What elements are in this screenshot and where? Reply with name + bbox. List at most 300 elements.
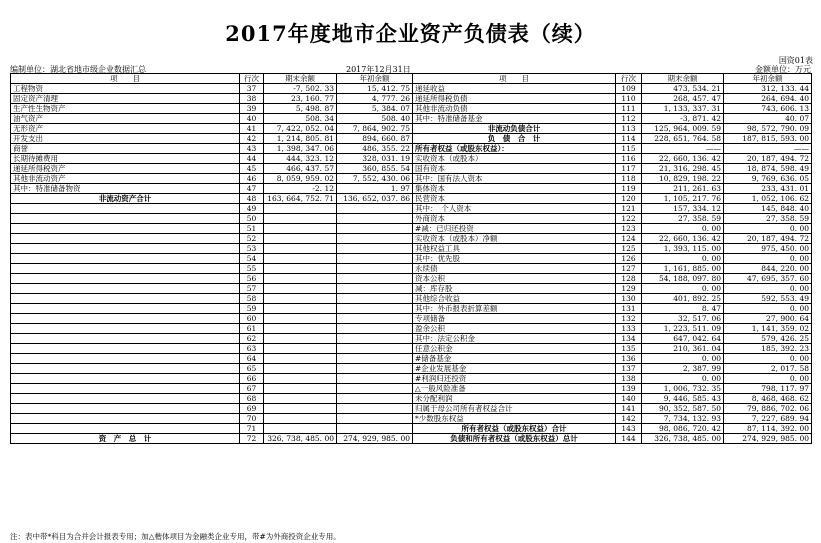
liability-equity-ending-balance: 0. 00 bbox=[642, 354, 724, 364]
liability-equity-ending-balance: 1, 133, 337. 31 bbox=[642, 104, 724, 114]
liability-equity-line-number: 132 bbox=[616, 314, 642, 324]
liability-equity-line-number: 128 bbox=[616, 274, 642, 284]
liability-equity-item-label: 所有者权益（或股东权益）： bbox=[413, 144, 616, 154]
liability-equity-beginning-balance: 27, 900. 64 bbox=[724, 314, 812, 324]
asset-line-number: 70 bbox=[240, 414, 264, 424]
liability-equity-beginning-balance: 1, 052, 106. 62 bbox=[724, 194, 812, 204]
asset-ending-balance bbox=[264, 244, 337, 254]
asset-item-label bbox=[11, 344, 240, 354]
asset-ending-balance: 508. 34 bbox=[264, 114, 337, 124]
asset-ending-balance bbox=[264, 424, 337, 434]
table-row bbox=[11, 334, 812, 344]
asset-line-number: 68 bbox=[240, 394, 264, 404]
asset-item-label bbox=[11, 324, 240, 334]
asset-ending-balance bbox=[264, 364, 337, 374]
asset-beginning-balance bbox=[337, 374, 413, 384]
liability-equity-beginning-balance: 0. 00 bbox=[724, 304, 812, 314]
liability-equity-beginning-balance: 87, 114, 392. 00 bbox=[724, 424, 812, 434]
liability-equity-item-label: 其中：国有法人资本 bbox=[413, 174, 616, 184]
liability-equity-ending-balance: 647, 042. 64 bbox=[642, 334, 724, 344]
liability-equity-beginning-balance: 264, 694. 40 bbox=[724, 94, 812, 104]
asset-line-number: 56 bbox=[240, 274, 264, 284]
asset-item-label bbox=[11, 304, 240, 314]
table-row bbox=[11, 164, 812, 174]
liability-equity-ending-balance: 98, 086, 720. 42 bbox=[642, 424, 724, 434]
liability-equity-line-number: 112 bbox=[616, 114, 642, 124]
asset-line-number: 60 bbox=[240, 314, 264, 324]
asset-beginning-balance bbox=[337, 414, 413, 424]
liability-equity-beginning-balance: 47, 695, 357. 60 bbox=[724, 274, 812, 284]
table-row bbox=[11, 84, 812, 94]
liability-equity-item-label: 减：库存股 bbox=[413, 284, 616, 294]
asset-item-label: 生产性生物资产 bbox=[11, 104, 240, 114]
table-row bbox=[11, 254, 812, 264]
liability-equity-line-number: 139 bbox=[616, 384, 642, 394]
liability-equity-item-label: 实收资本（或股本） bbox=[413, 154, 616, 164]
asset-ending-balance: -7, 502. 33 bbox=[264, 84, 337, 94]
liability-equity-beginning-balance: 7, 227, 689. 94 bbox=[724, 414, 812, 424]
liability-equity-ending-balance: 211, 261. 63 bbox=[642, 184, 724, 194]
asset-ending-balance bbox=[264, 314, 337, 324]
asset-line-number: 72 bbox=[240, 434, 264, 444]
asset-ending-balance: 23, 160. 77 bbox=[264, 94, 337, 104]
asset-line-number: 63 bbox=[240, 344, 264, 354]
asset-item-label: 资 产 总 计 bbox=[11, 434, 240, 444]
liability-equity-line-number: 142 bbox=[616, 414, 642, 424]
liability-equity-beginning-balance: 312, 133. 44 bbox=[724, 84, 812, 94]
asset-item-label bbox=[11, 204, 240, 214]
asset-beginning-balance: 5, 384. 07 bbox=[337, 104, 413, 114]
table-row bbox=[11, 384, 812, 394]
table-row bbox=[11, 354, 812, 364]
liability-equity-beginning-balance: 743, 606. 13 bbox=[724, 104, 812, 114]
liability-equity-beginning-balance: 145, 848. 40 bbox=[724, 204, 812, 214]
asset-line-number: 39 bbox=[240, 104, 264, 114]
asset-beginning-balance: 508. 40 bbox=[337, 114, 413, 124]
liability-equity-ending-balance: 210, 361. 04 bbox=[642, 344, 724, 354]
asset-line-number: 41 bbox=[240, 124, 264, 134]
asset-item-label: 商誉 bbox=[11, 144, 240, 154]
liability-equity-line-number: 127 bbox=[616, 264, 642, 274]
asset-beginning-balance bbox=[337, 264, 413, 274]
asset-item-label bbox=[11, 354, 240, 364]
liability-equity-item-label: 集体资本 bbox=[413, 184, 616, 194]
asset-line-number: 43 bbox=[240, 144, 264, 154]
liability-equity-beginning-balance: 0. 00 bbox=[724, 354, 812, 364]
liability-equity-item-label: 其他非流动负债 bbox=[413, 104, 616, 114]
header-begin-right: 年初余额 bbox=[724, 74, 812, 84]
table-header-row bbox=[11, 74, 812, 84]
liability-equity-line-number: 114 bbox=[616, 134, 642, 144]
liability-equity-item-label: #减：已归还投资 bbox=[413, 224, 616, 234]
liability-equity-beginning-balance: 9, 769, 636. 05 bbox=[724, 174, 812, 184]
asset-beginning-balance: 274, 929, 985. 00 bbox=[337, 434, 413, 444]
asset-line-number: 65 bbox=[240, 364, 264, 374]
liability-equity-item-label: 其中：外币报表折算差额 bbox=[413, 304, 616, 314]
liability-equity-beginning-balance: 274, 929, 985. 00 bbox=[724, 434, 812, 444]
liability-equity-beginning-balance: 18, 874, 598. 49 bbox=[724, 164, 812, 174]
header-end-right: 期末余额 bbox=[642, 74, 724, 84]
liability-equity-line-number: 126 bbox=[616, 254, 642, 264]
asset-ending-balance bbox=[264, 224, 337, 234]
asset-beginning-balance bbox=[337, 334, 413, 344]
asset-beginning-balance bbox=[337, 314, 413, 324]
asset-item-label: 无形资产 bbox=[11, 124, 240, 134]
table-row bbox=[11, 174, 812, 184]
liability-equity-ending-balance: 7, 734, 132. 93 bbox=[642, 414, 724, 424]
asset-line-number: 62 bbox=[240, 334, 264, 344]
liability-equity-item-label: 永续债 bbox=[413, 264, 616, 274]
asset-ending-balance bbox=[264, 254, 337, 264]
asset-line-number: 52 bbox=[240, 234, 264, 244]
asset-item-label: 长期待摊费用 bbox=[11, 154, 240, 164]
liability-equity-ending-balance: 22, 660, 136. 42 bbox=[642, 234, 724, 244]
asset-item-label bbox=[11, 234, 240, 244]
report-title: 2017年度地市企业资产负债表（续） bbox=[225, 21, 596, 46]
asset-line-number: 40 bbox=[240, 114, 264, 124]
form-number: 国资01表 bbox=[778, 56, 813, 65]
asset-ending-balance bbox=[264, 274, 337, 284]
liability-equity-item-label: 非流动负债合计 bbox=[413, 124, 616, 134]
asset-beginning-balance bbox=[337, 324, 413, 334]
table-row bbox=[11, 104, 812, 114]
header-line-right: 行次 bbox=[616, 74, 642, 84]
liability-equity-beginning-balance: 2, 017. 58 bbox=[724, 364, 812, 374]
asset-line-number: 55 bbox=[240, 264, 264, 274]
liability-equity-ending-balance: 27, 358. 59 bbox=[642, 214, 724, 224]
asset-item-label: 工程物资 bbox=[11, 84, 240, 94]
liability-equity-ending-balance: -3, 871. 42 bbox=[642, 114, 724, 124]
liability-equity-line-number: 134 bbox=[616, 334, 642, 344]
asset-line-number: 46 bbox=[240, 174, 264, 184]
asset-line-number: 48 bbox=[240, 194, 264, 204]
asset-beginning-balance: 15, 412. 75 bbox=[337, 84, 413, 94]
liability-equity-line-number: 135 bbox=[616, 344, 642, 354]
asset-ending-balance bbox=[264, 404, 337, 414]
liability-equity-ending-balance: 32, 517. 06 bbox=[642, 314, 724, 324]
asset-item-label: 开发支出 bbox=[11, 134, 240, 144]
liability-equity-beginning-balance: 187, 815, 593. 00 bbox=[724, 134, 812, 144]
asset-item-label: 其他非流动资产 bbox=[11, 174, 240, 184]
liability-equity-item-label: 民营资本 bbox=[413, 194, 616, 204]
asset-line-number: 59 bbox=[240, 304, 264, 314]
liability-equity-ending-balance: 90, 352, 587. 50 bbox=[642, 404, 724, 414]
asset-item-label bbox=[11, 374, 240, 384]
table-row bbox=[11, 244, 812, 254]
asset-ending-balance bbox=[264, 214, 337, 224]
liability-equity-item-label: 归属于母公司所有者权益合计 bbox=[413, 404, 616, 414]
asset-item-label bbox=[11, 274, 240, 284]
liability-equity-item-label: 递延收益 bbox=[413, 84, 616, 94]
liability-equity-line-number: 122 bbox=[616, 214, 642, 224]
asset-line-number: 57 bbox=[240, 284, 264, 294]
asset-ending-balance bbox=[264, 384, 337, 394]
liability-equity-line-number: 109 bbox=[616, 84, 642, 94]
liability-equity-beginning-balance: 8, 468, 468. 62 bbox=[724, 394, 812, 404]
compiling-unit: 编制单位：湖北省地市级企业数据汇总 bbox=[10, 65, 146, 74]
liability-equity-beginning-balance: 27, 358. 59 bbox=[724, 214, 812, 224]
asset-line-number: 42 bbox=[240, 134, 264, 144]
liability-equity-item-label: 实收资本（或股本）净额 bbox=[413, 234, 616, 244]
liability-equity-ending-balance: 1, 223, 511. 09 bbox=[642, 324, 724, 334]
balance-sheet-table bbox=[10, 73, 812, 444]
asset-item-label bbox=[11, 364, 240, 374]
liability-equity-ending-balance: 401, 892. 25 bbox=[642, 294, 724, 304]
liability-equity-ending-balance: 1, 161, 885. 00 bbox=[642, 264, 724, 274]
table-row bbox=[11, 304, 812, 314]
asset-line-number: 45 bbox=[240, 164, 264, 174]
liability-equity-ending-balance: 21, 316, 298. 45 bbox=[642, 164, 724, 174]
liability-equity-ending-balance: 8. 47 bbox=[642, 304, 724, 314]
asset-beginning-balance: 7, 552, 430. 06 bbox=[337, 174, 413, 184]
liability-equity-item-label: 其中：法定公积金 bbox=[413, 334, 616, 344]
liability-equity-beginning-balance: 0. 00 bbox=[724, 374, 812, 384]
liability-equity-beginning-balance: 592, 553. 49 bbox=[724, 294, 812, 304]
liability-equity-item-label: #储备基金 bbox=[413, 354, 616, 364]
asset-item-label bbox=[11, 414, 240, 424]
table-row bbox=[11, 224, 812, 234]
asset-ending-balance: 466, 437. 57 bbox=[264, 164, 337, 174]
liability-equity-line-number: 140 bbox=[616, 394, 642, 404]
table-row bbox=[11, 214, 812, 224]
liability-equity-ending-balance: 2, 387. 99 bbox=[642, 364, 724, 374]
asset-item-label: 其中：特准储备物资 bbox=[11, 184, 240, 194]
liability-equity-line-number: 115 bbox=[616, 144, 642, 154]
liability-equity-item-label: 负债和所有者权益（或股东权益）总计 bbox=[413, 434, 616, 444]
liability-equity-item-label: 任意公积金 bbox=[413, 344, 616, 354]
asset-line-number: 38 bbox=[240, 94, 264, 104]
liability-equity-line-number: 133 bbox=[616, 324, 642, 334]
asset-item-label bbox=[11, 314, 240, 324]
liability-equity-item-label: 盈余公积 bbox=[413, 324, 616, 334]
asset-line-number: 61 bbox=[240, 324, 264, 334]
header-end-left: 期末余额 bbox=[264, 74, 337, 84]
liability-equity-line-number: 116 bbox=[616, 154, 642, 164]
liability-equity-line-number: 131 bbox=[616, 304, 642, 314]
liability-equity-beginning-balance: 98, 572, 790. 09 bbox=[724, 124, 812, 134]
asset-item-label: 非流动资产合计 bbox=[11, 194, 240, 204]
asset-beginning-balance bbox=[337, 404, 413, 414]
asset-beginning-balance bbox=[337, 424, 413, 434]
asset-line-number: 58 bbox=[240, 294, 264, 304]
liability-equity-beginning-balance: 40. 07 bbox=[724, 114, 812, 124]
asset-ending-balance: -2. 12 bbox=[264, 184, 337, 194]
table-row bbox=[11, 324, 812, 334]
table-row bbox=[11, 124, 812, 134]
asset-item-label bbox=[11, 244, 240, 254]
asset-ending-balance bbox=[264, 204, 337, 214]
liability-equity-item-label: 资本公积 bbox=[413, 274, 616, 284]
asset-beginning-balance bbox=[337, 364, 413, 374]
table-row bbox=[11, 364, 812, 374]
table-row bbox=[11, 404, 812, 414]
liability-equity-beginning-balance: 798, 117. 97 bbox=[724, 384, 812, 394]
liability-equity-beginning-balance: —— bbox=[724, 144, 812, 154]
asset-item-label bbox=[11, 394, 240, 404]
liability-equity-line-number: 137 bbox=[616, 364, 642, 374]
asset-beginning-balance: 486, 355. 22 bbox=[337, 144, 413, 154]
asset-beginning-balance: 360, 855. 54 bbox=[337, 164, 413, 174]
asset-beginning-balance bbox=[337, 284, 413, 294]
liability-equity-line-number: 141 bbox=[616, 404, 642, 414]
asset-beginning-balance bbox=[337, 394, 413, 404]
asset-beginning-balance: 7, 864, 902. 75 bbox=[337, 124, 413, 134]
asset-line-number: 53 bbox=[240, 244, 264, 254]
header-item-right: 项 目 bbox=[413, 74, 616, 84]
asset-ending-balance: 8, 059, 959. 02 bbox=[264, 174, 337, 184]
table-row bbox=[11, 234, 812, 244]
liability-equity-ending-balance: 268, 457. 47 bbox=[642, 94, 724, 104]
table-row bbox=[11, 424, 812, 434]
liability-equity-item-label: 所有者权益（或股东权益）合计 bbox=[413, 424, 616, 434]
liability-equity-ending-balance: 54, 188, 097. 80 bbox=[642, 274, 724, 284]
liability-equity-line-number: 118 bbox=[616, 174, 642, 184]
asset-ending-balance bbox=[264, 374, 337, 384]
liability-equity-beginning-balance: 0. 00 bbox=[724, 284, 812, 294]
asset-line-number: 44 bbox=[240, 154, 264, 164]
asset-ending-balance: 163, 664, 752. 71 bbox=[264, 194, 337, 204]
asset-ending-balance bbox=[264, 234, 337, 244]
asset-beginning-balance bbox=[337, 224, 413, 234]
liability-equity-item-label: 其他权益工具 bbox=[413, 244, 616, 254]
liability-equity-beginning-balance: 185, 392. 23 bbox=[724, 344, 812, 354]
liability-equity-item-label: 递延所得税负债 bbox=[413, 94, 616, 104]
asset-beginning-balance bbox=[337, 214, 413, 224]
table-row bbox=[11, 434, 812, 444]
liability-equity-item-label: 其中： 个人资本 bbox=[413, 204, 616, 214]
asset-ending-balance bbox=[264, 414, 337, 424]
liability-equity-ending-balance: 157, 334. 12 bbox=[642, 204, 724, 214]
asset-ending-balance bbox=[264, 304, 337, 314]
liability-equity-ending-balance: 10, 829, 198. 22 bbox=[642, 174, 724, 184]
asset-beginning-balance: 4, 777. 26 bbox=[337, 94, 413, 104]
liability-equity-beginning-balance: 1, 141, 359. 02 bbox=[724, 324, 812, 334]
liability-equity-beginning-balance: 844, 220. 00 bbox=[724, 264, 812, 274]
asset-line-number: 50 bbox=[240, 214, 264, 224]
liability-equity-line-number: 129 bbox=[616, 284, 642, 294]
table-row bbox=[11, 314, 812, 324]
liability-equity-item-label: 其中：特准储备基金 bbox=[413, 114, 616, 124]
asset-beginning-balance bbox=[337, 384, 413, 394]
table-row bbox=[11, 374, 812, 384]
asset-ending-balance bbox=[264, 354, 337, 364]
liability-equity-line-number: 121 bbox=[616, 204, 642, 214]
asset-item-label bbox=[11, 284, 240, 294]
asset-item-label bbox=[11, 264, 240, 274]
liability-equity-line-number: 124 bbox=[616, 234, 642, 244]
liability-equity-line-number: 111 bbox=[616, 104, 642, 114]
liability-equity-line-number: 123 bbox=[616, 224, 642, 234]
table-row bbox=[11, 284, 812, 294]
liability-equity-ending-balance: —— bbox=[642, 144, 724, 154]
liability-equity-ending-balance: 1, 393, 115. 00 bbox=[642, 244, 724, 254]
liability-equity-item-label: 其他综合收益 bbox=[413, 294, 616, 304]
liability-equity-beginning-balance: 79, 886, 702. 06 bbox=[724, 404, 812, 414]
asset-ending-balance: 1, 398, 347. 06 bbox=[264, 144, 337, 154]
asset-ending-balance bbox=[264, 324, 337, 334]
asset-ending-balance bbox=[264, 344, 337, 354]
table-row bbox=[11, 274, 812, 284]
asset-beginning-balance: 1. 97 bbox=[337, 184, 413, 194]
asset-beginning-balance bbox=[337, 354, 413, 364]
liability-equity-line-number: 113 bbox=[616, 124, 642, 134]
asset-item-label bbox=[11, 334, 240, 344]
liability-equity-beginning-balance: 975, 450. 00 bbox=[724, 244, 812, 254]
liability-equity-ending-balance: 125, 964, 009. 59 bbox=[642, 124, 724, 134]
liability-equity-line-number: 117 bbox=[616, 164, 642, 174]
liability-equity-item-label: △一般风险准备 bbox=[413, 384, 616, 394]
liability-equity-item-label: #企业发展基金 bbox=[413, 364, 616, 374]
header-line-left: 行次 bbox=[240, 74, 264, 84]
liability-equity-ending-balance: 0. 00 bbox=[642, 374, 724, 384]
currency-unit: 金额单位：万元 bbox=[755, 65, 811, 74]
liability-equity-ending-balance: 9, 446, 585. 43 bbox=[642, 394, 724, 404]
liability-equity-line-number: 125 bbox=[616, 244, 642, 254]
table-row bbox=[11, 204, 812, 214]
liability-equity-beginning-balance: 20, 187, 494. 72 bbox=[724, 234, 812, 244]
asset-item-label: 递延所得税资产 bbox=[11, 164, 240, 174]
asset-ending-balance: 444, 323. 12 bbox=[264, 154, 337, 164]
table-row bbox=[11, 134, 812, 144]
asset-ending-balance bbox=[264, 394, 337, 404]
header-item-left: 项 目 bbox=[11, 74, 240, 84]
asset-item-label: 固定资产清理 bbox=[11, 94, 240, 104]
asset-line-number: 54 bbox=[240, 254, 264, 264]
table-row bbox=[11, 184, 812, 194]
liability-equity-line-number: 110 bbox=[616, 94, 642, 104]
asset-item-label bbox=[11, 254, 240, 264]
asset-line-number: 64 bbox=[240, 354, 264, 364]
asset-beginning-balance bbox=[337, 254, 413, 264]
asset-beginning-balance: 894, 660. 87 bbox=[337, 134, 413, 144]
liability-equity-beginning-balance: 233, 431. 01 bbox=[724, 184, 812, 194]
table-row bbox=[11, 194, 812, 204]
liability-equity-item-label: 外商资本 bbox=[413, 214, 616, 224]
liability-equity-ending-balance: 473, 534. 21 bbox=[642, 84, 724, 94]
table-row bbox=[11, 294, 812, 304]
asset-beginning-balance bbox=[337, 344, 413, 354]
table-row bbox=[11, 94, 812, 104]
table-row bbox=[11, 154, 812, 164]
liability-equity-item-label: *少数股东权益 bbox=[413, 414, 616, 424]
table-row bbox=[11, 114, 812, 124]
liability-equity-item-label: #利润归还投资 bbox=[413, 374, 616, 384]
asset-ending-balance bbox=[264, 294, 337, 304]
header-begin-left: 年初余额 bbox=[337, 74, 413, 84]
asset-item-label bbox=[11, 294, 240, 304]
asset-beginning-balance: 136, 652, 037. 86 bbox=[337, 194, 413, 204]
asset-item-label: 油气资产 bbox=[11, 114, 240, 124]
asset-line-number: 67 bbox=[240, 384, 264, 394]
asset-beginning-balance bbox=[337, 204, 413, 214]
asset-ending-balance: 326, 738, 485. 00 bbox=[264, 434, 337, 444]
table-row bbox=[11, 394, 812, 404]
liability-equity-line-number: 143 bbox=[616, 424, 642, 434]
asset-ending-balance: 5, 498. 87 bbox=[264, 104, 337, 114]
liability-equity-beginning-balance: 579, 426. 25 bbox=[724, 334, 812, 344]
asset-line-number: 49 bbox=[240, 204, 264, 214]
asset-beginning-balance bbox=[337, 294, 413, 304]
asset-line-number: 66 bbox=[240, 374, 264, 384]
table-row bbox=[11, 264, 812, 274]
liability-equity-ending-balance: 1, 105, 217. 76 bbox=[642, 194, 724, 204]
liability-equity-beginning-balance: 20, 187, 494. 72 bbox=[724, 154, 812, 164]
liability-equity-ending-balance: 22, 660, 136. 42 bbox=[642, 154, 724, 164]
liability-equity-line-number: 138 bbox=[616, 374, 642, 384]
liability-equity-line-number: 120 bbox=[616, 194, 642, 204]
table-row bbox=[11, 344, 812, 354]
report-date: 2017年12月31日 bbox=[346, 65, 411, 74]
